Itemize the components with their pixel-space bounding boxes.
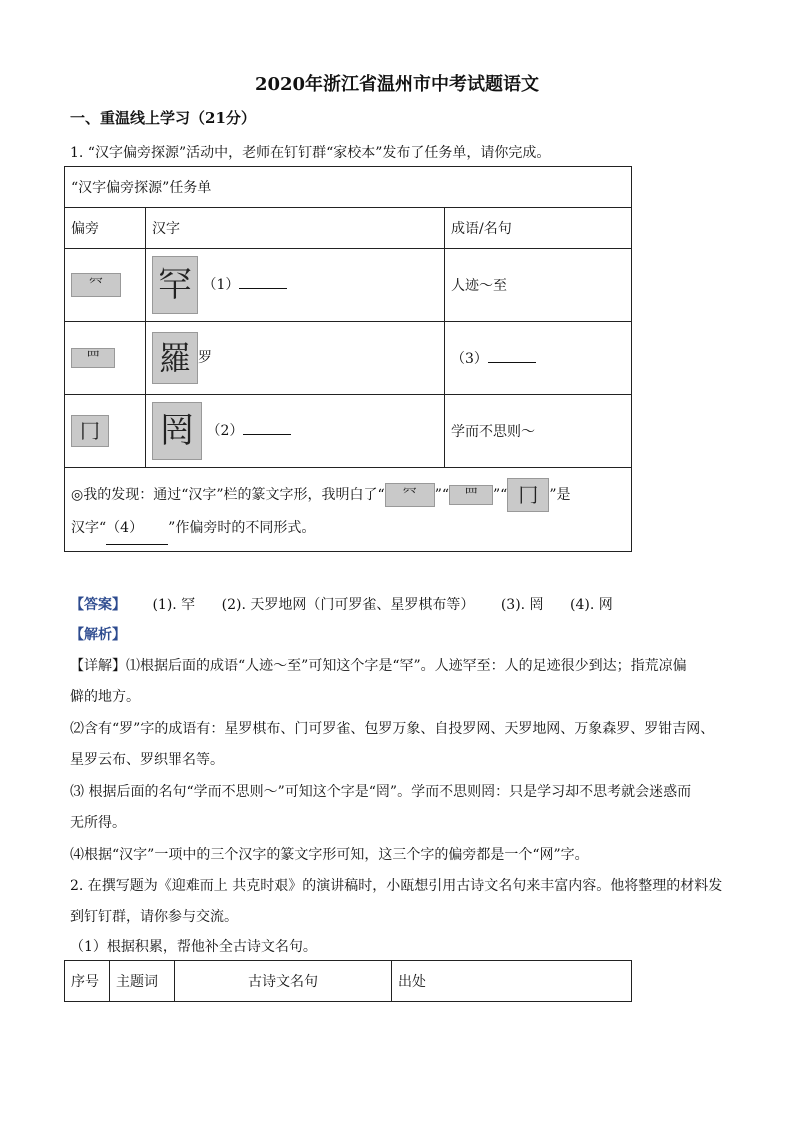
q1-prompt: 1. “汉字偏旁探源”活动中，老师在钉钉群“家校本”发布了任务单，请你完成。 (70, 145, 551, 161)
detail-line: ⑵含有“罗”字的成语有：星罗棋布、门可罗雀、包罗万象、自投罗网、天罗地网、万象森罗、罗钳吉网、 (70, 721, 715, 737)
answer-blank[interactable]: （4） (106, 512, 168, 545)
answer-tag: 【答案】 (70, 597, 126, 613)
table-row (65, 249, 632, 322)
row-phrase: （3） (451, 351, 488, 367)
answer-line (70, 594, 635, 614)
seal-radical-3-icon: 冂 (507, 478, 549, 512)
seal-glyph-icon: 罕 (152, 256, 198, 314)
poem-table (64, 960, 632, 1002)
seal-radical-1-icon: ⺳ (385, 483, 435, 507)
detail-line: 无所得。 (70, 815, 126, 831)
header-number: 序号 (65, 961, 110, 1002)
header-phrase: 成语/名句 (445, 208, 632, 249)
section-heading: 一、重温线上学习（21分） (70, 109, 256, 127)
answer-item: (3). 罔 (500, 597, 544, 613)
header-poem: 古诗文名句 (175, 961, 392, 1002)
answer-blank[interactable] (488, 348, 536, 363)
answer-item: (2). 天罗地网（门可罗雀、星罗棋布等） (221, 597, 475, 613)
discovery-cell: ◎我的发现：通过“汉字”栏的篆文字形，我明白了“ ⺳ ”“ 罒 ”“ 冂 ”是 汉字“（4） ”作偏旁时的不同形式。 (65, 468, 632, 552)
table-row (65, 395, 632, 468)
detail-line: 星罗云布、罗织罪名等。 (70, 752, 224, 768)
seal-radical-2-icon: 罒 (71, 348, 115, 368)
detail-line: ⑷根据“汉字”一项中的三个汉字的篆文字形可知，这三个字的偏旁都是一个“网”字。 (70, 847, 589, 863)
table-row (65, 322, 632, 395)
row-phrase: 学而不思则～ (445, 395, 632, 468)
detail-line: ⑶ 根据后面的名句“学而不思则～”可知这个字是“罔”。学而不思则罔：只是学习却不思考就会迷惑而 (70, 784, 692, 800)
q2-prompt: 到钉钉群，请你参与交流。 (70, 909, 238, 925)
row-text: （1） (202, 277, 240, 293)
task-table (64, 166, 632, 552)
q2-prompt: 2. 在撰写题为《迎难而上 共克时艰》的演讲稿时，小瓯想引用古诗文名句来丰富内容。他将整理的材料发 (70, 878, 723, 894)
answer-item: (4). 网 (570, 597, 613, 613)
row-text: 罗 (198, 350, 212, 366)
seal-radical-3-icon: 冂 (71, 415, 109, 447)
page-title: 2020年浙江省温州市中考试题语文 (254, 74, 540, 95)
answer-item: (1). 罕 (152, 597, 196, 613)
detail-line: 僻的地方。 (70, 689, 140, 705)
detail-line: 【详解】⑴根据后面的成语“人迹～至”可知这个字是“罕”。人迹罕至：人的足迹很少到达；指荒凉偏 (70, 658, 687, 674)
row-phrase: 人迹～至 (445, 249, 632, 322)
header-character: 汉字 (146, 208, 445, 249)
analysis-tag: 【解析】 (70, 627, 126, 643)
header-source: 出处 (392, 961, 632, 1002)
header-theme: 主题词 (110, 961, 175, 1002)
row-text: （2） (206, 423, 244, 439)
seal-radical-1-icon: ⺳ (71, 273, 121, 297)
answer-blank[interactable] (243, 420, 291, 435)
task-table-title: “汉字偏旁探源”任务单 (65, 167, 632, 208)
seal-radical-2-icon: 罒 (449, 485, 493, 505)
answer-blank[interactable] (239, 274, 287, 289)
header-radical: 偏旁 (65, 208, 146, 249)
seal-glyph-icon: 羅 (152, 332, 198, 384)
seal-glyph-icon: 罔 (152, 402, 202, 460)
q2-sub1: （1）根据积累，帮他补全古诗文名句。 (70, 939, 317, 955)
